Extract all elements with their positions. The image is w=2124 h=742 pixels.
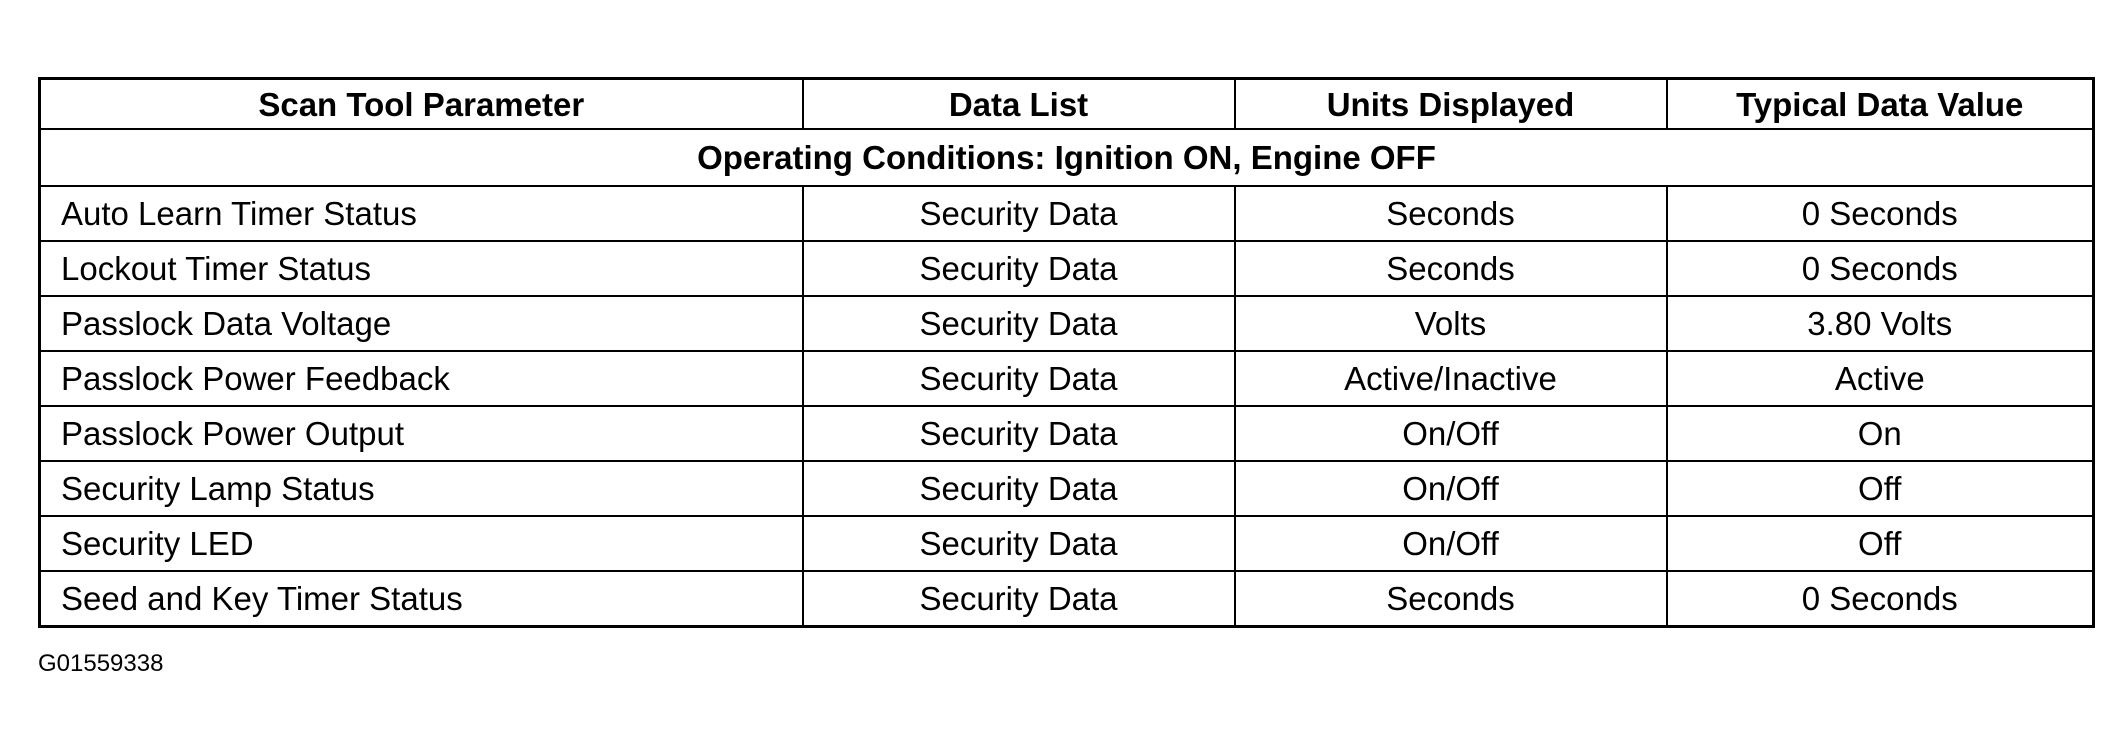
cell-typical-value: 0 Seconds <box>1667 241 2094 296</box>
cell-data-list: Security Data <box>803 296 1235 351</box>
cell-data-list: Security Data <box>803 461 1235 516</box>
cell-data-list: Security Data <box>803 351 1235 406</box>
cell-typical-value: Off <box>1667 516 2094 571</box>
figure-id: G01559338 <box>38 650 164 677</box>
cell-typical-value: 0 Seconds <box>1667 186 2094 241</box>
header-scan-tool-parameter: Scan Tool Parameter <box>40 79 803 130</box>
header-typical-data-value: Typical Data Value <box>1667 79 2094 130</box>
cell-typical-value: 0 Seconds <box>1667 571 2094 627</box>
cell-parameter: Security LED <box>40 516 803 571</box>
operating-conditions-row <box>40 129 2094 186</box>
cell-parameter: Passlock Power Feedback <box>40 351 803 406</box>
cell-typical-value: 3.80 Volts <box>1667 296 2094 351</box>
cell-data-list: Security Data <box>803 186 1235 241</box>
table-row <box>40 351 2094 406</box>
scan-tool-data-table <box>38 77 2095 628</box>
table-row <box>40 571 2094 627</box>
cell-units: Active/Inactive <box>1235 351 1667 406</box>
cell-units: On/Off <box>1235 406 1667 461</box>
scan-tool-data-table-container <box>38 77 2092 628</box>
cell-parameter: Lockout Timer Status <box>40 241 803 296</box>
cell-units: Volts <box>1235 296 1667 351</box>
header-data-list: Data List <box>803 79 1235 130</box>
cell-units: Seconds <box>1235 241 1667 296</box>
cell-data-list: Security Data <box>803 571 1235 627</box>
cell-parameter: Seed and Key Timer Status <box>40 571 803 627</box>
cell-parameter: Passlock Power Output <box>40 406 803 461</box>
table-row <box>40 406 2094 461</box>
table-row <box>40 241 2094 296</box>
cell-units: Seconds <box>1235 571 1667 627</box>
cell-typical-value: Active <box>1667 351 2094 406</box>
table-row <box>40 186 2094 241</box>
cell-data-list: Security Data <box>803 406 1235 461</box>
cell-parameter: Passlock Data Voltage <box>40 296 803 351</box>
cell-units: Seconds <box>1235 186 1667 241</box>
cell-typical-value: Off <box>1667 461 2094 516</box>
cell-units: On/Off <box>1235 461 1667 516</box>
cell-parameter: Auto Learn Timer Status <box>40 186 803 241</box>
cell-units: On/Off <box>1235 516 1667 571</box>
table-row <box>40 461 2094 516</box>
cell-typical-value: On <box>1667 406 2094 461</box>
table-header-row <box>40 79 2094 130</box>
table-row <box>40 516 2094 571</box>
cell-data-list: Security Data <box>803 516 1235 571</box>
table-row <box>40 296 2094 351</box>
cell-parameter: Security Lamp Status <box>40 461 803 516</box>
header-units-displayed: Units Displayed <box>1235 79 1667 130</box>
operating-conditions-label: Operating Conditions: Ignition ON, Engine OFF <box>40 129 2094 186</box>
cell-data-list: Security Data <box>803 241 1235 296</box>
